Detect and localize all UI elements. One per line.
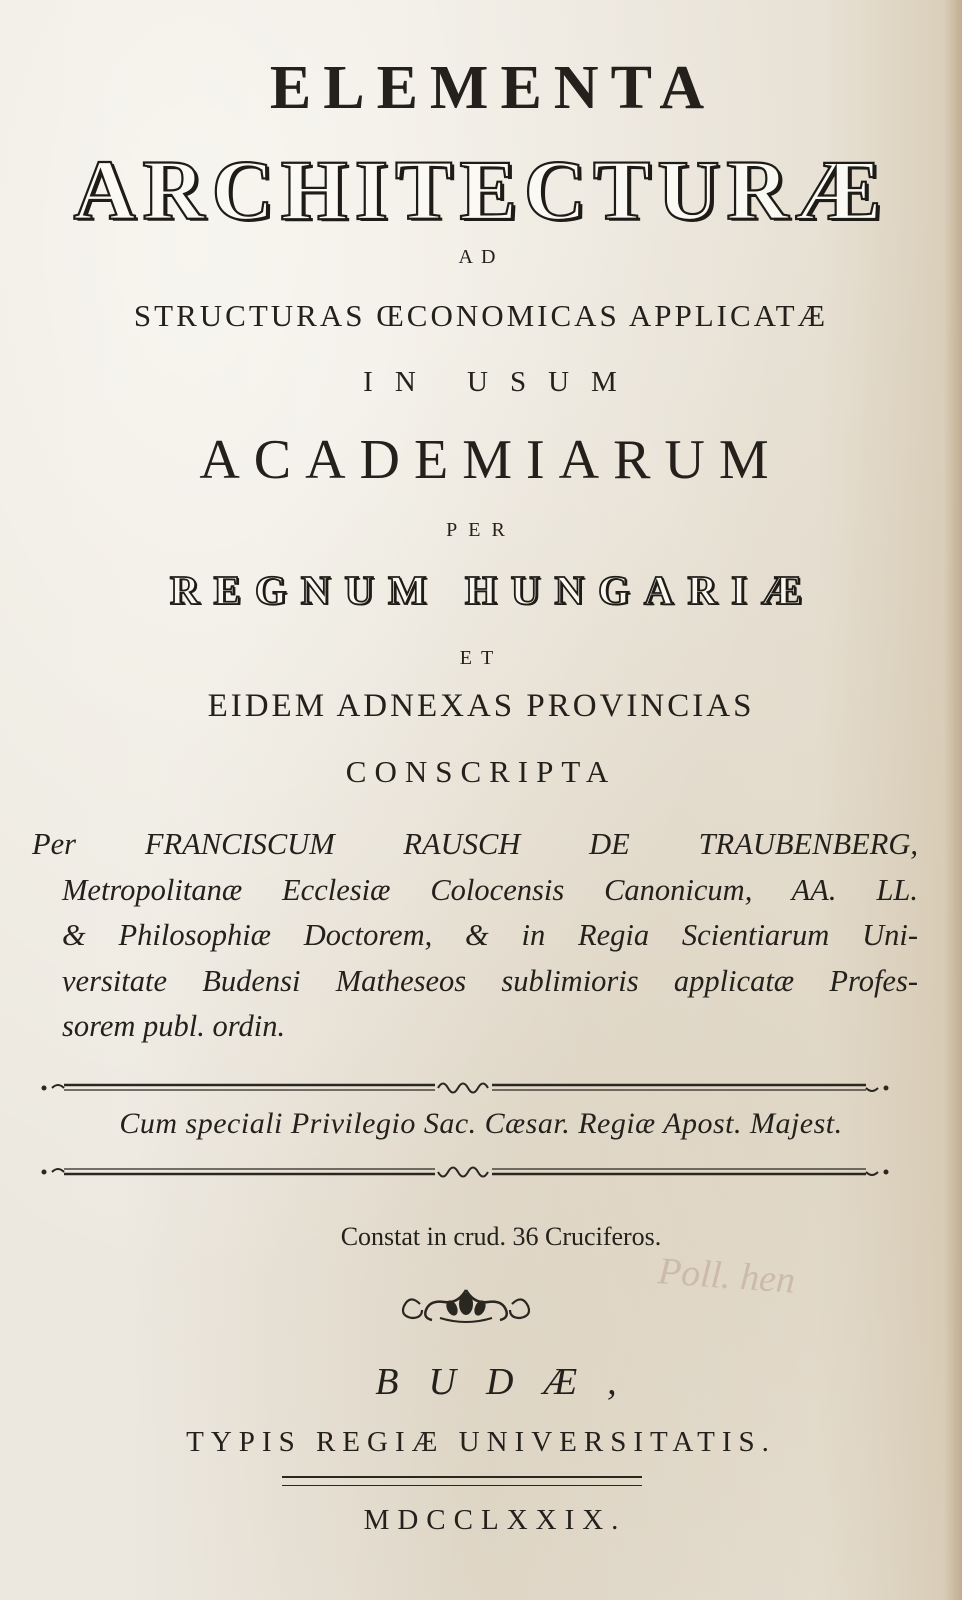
ornamental-rule-top xyxy=(40,1078,890,1098)
in-usum-line: IN USUM xyxy=(363,366,639,398)
author-line-4: versitate Budensi Matheseos sublimioris applicatæ Profes- xyxy=(62,963,918,998)
fleuron-ornament xyxy=(400,1282,532,1326)
privilege-line: Cum speciali Privilegio Sac. Cæsar. Regiæ Apost. Majest. xyxy=(119,1107,843,1140)
author-line-1: Per FRANCISCUM RAUSCH DE TRAUBENBERG, xyxy=(32,827,918,861)
ownership-mark: Poll. hen xyxy=(656,1250,797,1302)
imprint-year: MDCCLXXIX. xyxy=(363,1504,627,1536)
conscripta-line: CONSCRIPTA xyxy=(345,754,617,789)
ornamental-rule-bottom xyxy=(40,1162,890,1182)
connector-per: PER xyxy=(446,519,516,541)
connector-ad: AD xyxy=(458,246,504,268)
author-line-2: Metropolitanæ Ecclesiæ Colocensis Canonicum, AA. LL. xyxy=(62,872,918,907)
imprint-place: BUDÆ, xyxy=(375,1361,647,1403)
title-line-architecturae: ARCHITECTURÆ xyxy=(73,142,889,238)
eidem-provincias-line: EIDEM ADNEXAS PROVINCIAS xyxy=(207,688,755,724)
academiarum-line: ACADEMIARUM xyxy=(199,429,783,491)
subtitle-structuras: STRUCTURAS ŒCONOMICAS APPLICATÆ xyxy=(133,298,829,333)
author-line-3: & Philosophiæ Doctorem, & in Regia Scientiarum Uni- xyxy=(62,918,918,952)
imprint-printer: TYPIS REGIÆ UNIVERSITATIS. xyxy=(186,1426,776,1458)
imprint-double-rule xyxy=(282,1476,642,1486)
price-line: Constat in crud. 36 Cruciferos. xyxy=(340,1222,662,1251)
regnum-hungariae-line: REGNUM HUNGARIÆ xyxy=(169,567,817,613)
connector-et: ET xyxy=(459,647,503,669)
title-line-elementa: ELEMENTA xyxy=(269,54,717,122)
author-line-5: sorem publ. ordin. xyxy=(62,1009,286,1043)
author-block xyxy=(32,822,918,1050)
